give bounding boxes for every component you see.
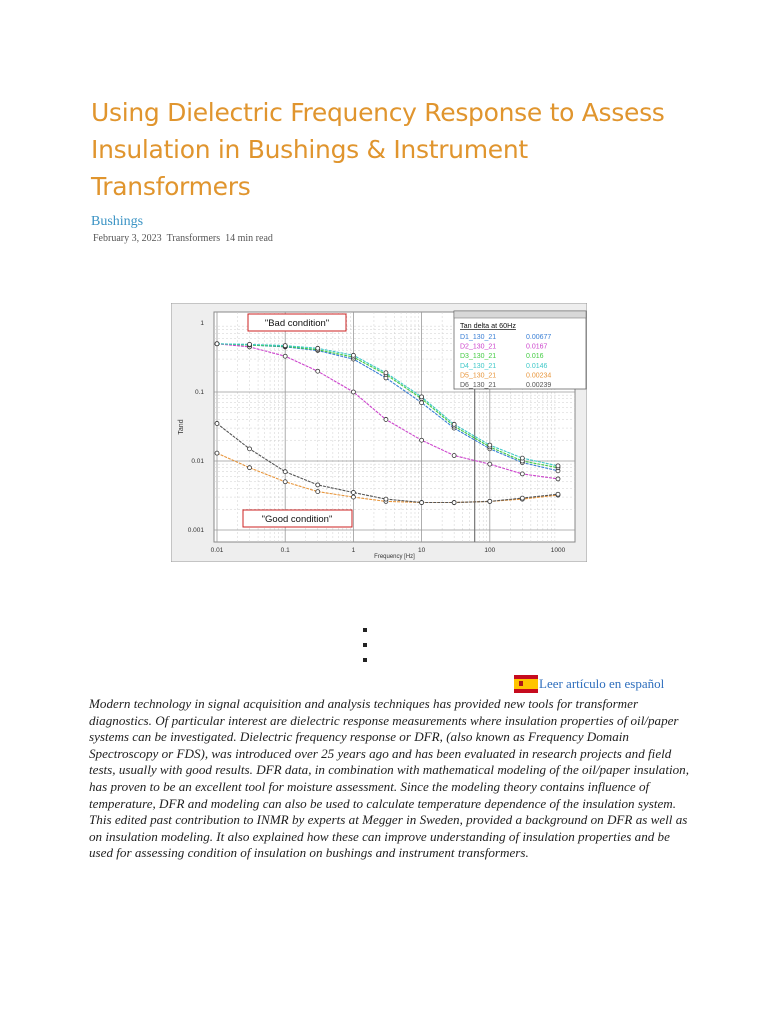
x-tick-label: 100 — [484, 547, 496, 554]
data-point — [384, 371, 388, 375]
data-point — [316, 369, 320, 373]
data-point — [351, 353, 355, 357]
data-point — [248, 342, 252, 346]
data-point — [420, 438, 424, 442]
data-point — [420, 395, 424, 399]
data-point — [488, 499, 492, 503]
legend-series-name: D5_130_21 — [460, 372, 497, 380]
legend-series-name: D2_130_21 — [460, 343, 497, 351]
spain-flag-icon — [514, 675, 538, 693]
data-point — [283, 480, 287, 484]
data-point — [351, 390, 355, 394]
data-point — [556, 492, 560, 496]
data-point — [215, 342, 219, 346]
data-point — [488, 462, 492, 466]
category-link-bushings[interactable]: Bushings — [91, 214, 144, 229]
data-point — [316, 483, 320, 487]
data-point — [452, 501, 456, 505]
data-point — [351, 495, 355, 499]
data-point — [520, 472, 524, 476]
data-point — [452, 422, 456, 426]
article-meta — [93, 233, 278, 244]
x-axis-label: Frequency [Hz] — [374, 554, 415, 560]
legend-series-value: 0.00677 — [526, 334, 552, 341]
legend-series-value: 0.00239 — [526, 382, 552, 389]
data-point — [283, 470, 287, 474]
x-tick-label: 1 — [351, 547, 356, 554]
data-point — [351, 490, 355, 494]
article-title: Using Dielectric Frequency Response to Assess Insulation in Bushings & Instrument Transformers — [91, 98, 665, 201]
legend-title: Tan delta at 60Hz — [460, 321, 516, 330]
legend-series-name: D3_130_21 — [460, 353, 497, 361]
legend-series-value: 0.016 — [526, 353, 544, 361]
data-point — [520, 496, 524, 500]
x-tick-label: 1000 — [550, 547, 566, 554]
data-point — [384, 497, 388, 501]
data-point — [248, 447, 252, 451]
x-tick-label: 0.1 — [280, 547, 290, 554]
data-point — [452, 454, 456, 458]
paragraph-1: Modern technology in signal acquisition and analysis techniques has provided new tools for transformer diagnostics. Of particular interest are dielectric response measurements where insulation properties of oil/paper systems can be investigated. Dielectric frequency response or DFR, (also known as Frequency Domain Spectroscopy or FDS), was introduced over 25 years ago and has been evaluated in research projects and field tests, usually with good results. DFR data, in combination with mathematical modeling of the oil/paper insulation, has proven to be an excellent tool for moisture assessment. Since the modeling theory contains influence of temperature, DFR and modeling can also be used to calculate temperature dependence of the insulation system. — [89, 696, 689, 811]
legend-series-value: 0.0167 — [526, 343, 548, 351]
tag-link-transformers[interactable]: Transformers — [166, 233, 221, 244]
data-point — [556, 464, 560, 468]
legend-series-name: D4_130_21 — [460, 362, 497, 370]
good-condition-label: "Good condition" — [261, 514, 333, 525]
data-point — [488, 443, 492, 447]
data-point — [248, 466, 252, 470]
publish-date: February 3, 2023 — [93, 233, 162, 244]
y-axis-label: Tand — [178, 419, 185, 435]
legend-titlebar — [454, 311, 586, 318]
data-point — [316, 346, 320, 350]
data-point — [420, 501, 424, 505]
dfr-chart — [171, 303, 587, 562]
legend-series-value: 0.00234 — [526, 372, 552, 380]
bad-condition-label: "Bad condition" — [264, 318, 330, 329]
spanish-article-link[interactable]: Leer artículo en español — [539, 676, 665, 691]
data-point — [283, 354, 287, 358]
y-tick-label: 0.1 — [194, 389, 204, 396]
data-point — [283, 344, 287, 348]
data-point — [420, 401, 424, 405]
data-point — [556, 477, 560, 481]
data-point — [215, 421, 219, 425]
spanish-language-link[interactable] — [514, 675, 664, 693]
data-point — [316, 490, 320, 494]
x-tick-label: 0.01 — [210, 547, 224, 554]
y-tick-label: 1 — [200, 320, 204, 327]
ellipsis-icon — [361, 628, 369, 673]
data-point — [384, 417, 388, 421]
paragraph-2: This edited past contribution to INMR by experts at Megger in Sweden, provided a background on DFR as well as on insulation modeling. It also explained how these can improve understanding of insulation properties and be used for assessing condition of insulation on bushings and instrument transformers. — [89, 812, 688, 861]
legend-series-name: D6_130_21 — [460, 382, 497, 389]
y-tick-label: 0.01 — [191, 458, 204, 465]
read-time: 14 min read — [225, 233, 273, 244]
legend-series-name: D1_130_21 — [460, 334, 497, 341]
x-tick-label: 10 — [417, 547, 426, 554]
data-point — [215, 451, 219, 455]
data-point — [520, 456, 524, 460]
article-body — [89, 696, 689, 862]
y-tick-label: 0.001 — [187, 527, 204, 534]
legend-series-value: 0.0146 — [526, 362, 548, 370]
